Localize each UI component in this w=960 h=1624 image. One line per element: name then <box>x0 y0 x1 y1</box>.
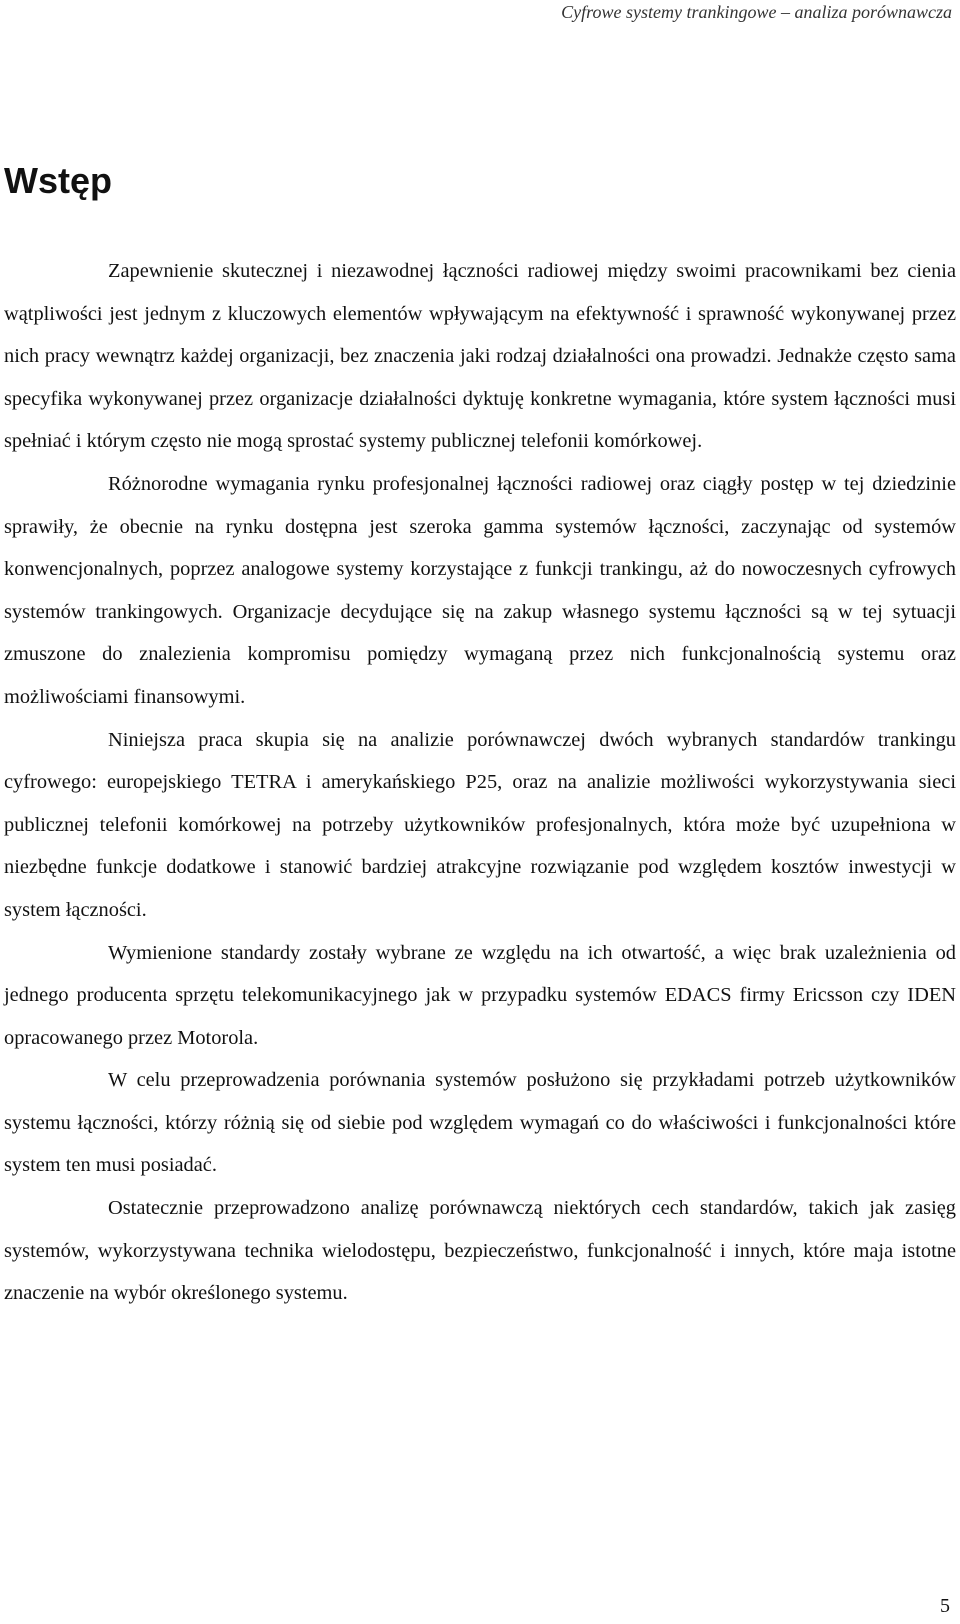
body-text <box>4 250 956 1315</box>
page-number: 5 <box>940 1595 950 1617</box>
paragraph-4: Wymienione standardy zostały wybrane ze względu na ich otwartość, a więc brak uzależnienia od jednego producenta sprzętu telekomunikacyjnego jak w przypadku systemów EDACS firmy Ericsson czy IDEN opracowanego przez Motorola. <box>4 941 956 1049</box>
paragraph-1: Zapewnienie skutecznej i niezawodnej łączności radiowej między swoimi pracownikami bez cienia wątpliwości jest jednym z kluczowych elementów wpływającym na efektywność i sprawność wykonywanej przez nich pracy wewnątrz każdej organizacji, bez znaczenia jaki rodzaj działalności ona prowadzi. Jednakże często sama specyfika wykonywanej przez organizacje działalności dyktuję konkretne wymagania, które system łączności musi spełniać i którym często nie mogą sprostać systemy publicznej telefonii komórkowej. <box>4 260 956 453</box>
paragraph-3: Niniejsza praca skupia się na analizie porównawczej dwóch wybranych standardów trankingu cyfrowego: europejskiego TETRA i amerykańskiego P25, oraz na analizie możliwości wykorzystywania sieci publicznej telefonii komórkowej na potrzeby użytkowników profesjonalnych, która może być uzupełniona w niezbędne funkcje dodatkowe i stanowić bardziej atrakcyjne rozwiązanie pod względem kosztów inwestycji w system łączności. <box>4 728 956 921</box>
paragraph-5: W celu przeprowadzenia porównania systemów posłużono się przykładami potrzeb użytkowników systemu łączności, którzy różnią się od siebie pod względem wymagań co do właściwości i funkcjonalności które system ten musi posiadać. <box>4 1069 956 1177</box>
running-header: Cyfrowe systemy trankingowe – analiza porównawcza <box>561 2 952 22</box>
paragraph-2: Różnorodne wymagania rynku profesjonalnej łączności radiowej oraz ciągły postęp w tej dziedzinie sprawiły, że obecnie na rynku dostępna jest szeroka gamma systemów łączności, zaczynając od systemów konwencjonalnych, poprzez analogowe systemy korzystające z funkcji trankingu, aż do nowoczesnych cyfrowych systemów trankingowych. Organizacje decydujące się na zakup własnego systemu łączności są w tej sytuacji zmuszone do znalezienia kompromisu pomiędzy wymaganą przez nich funkcjonalnością systemu oraz możliwościami finansowymi. <box>4 472 956 708</box>
paragraph-6: Ostatecznie przeprowadzono analizę porównawczą niektórych cech standardów, takich jak zasięg systemów, wykorzystywana technika wielodostępu, bezpieczeństwo, funkcjonalność i innych, które maja istotne znaczenie na wybór określonego systemu. <box>4 1197 956 1305</box>
section-heading: Wstęp <box>4 160 112 201</box>
